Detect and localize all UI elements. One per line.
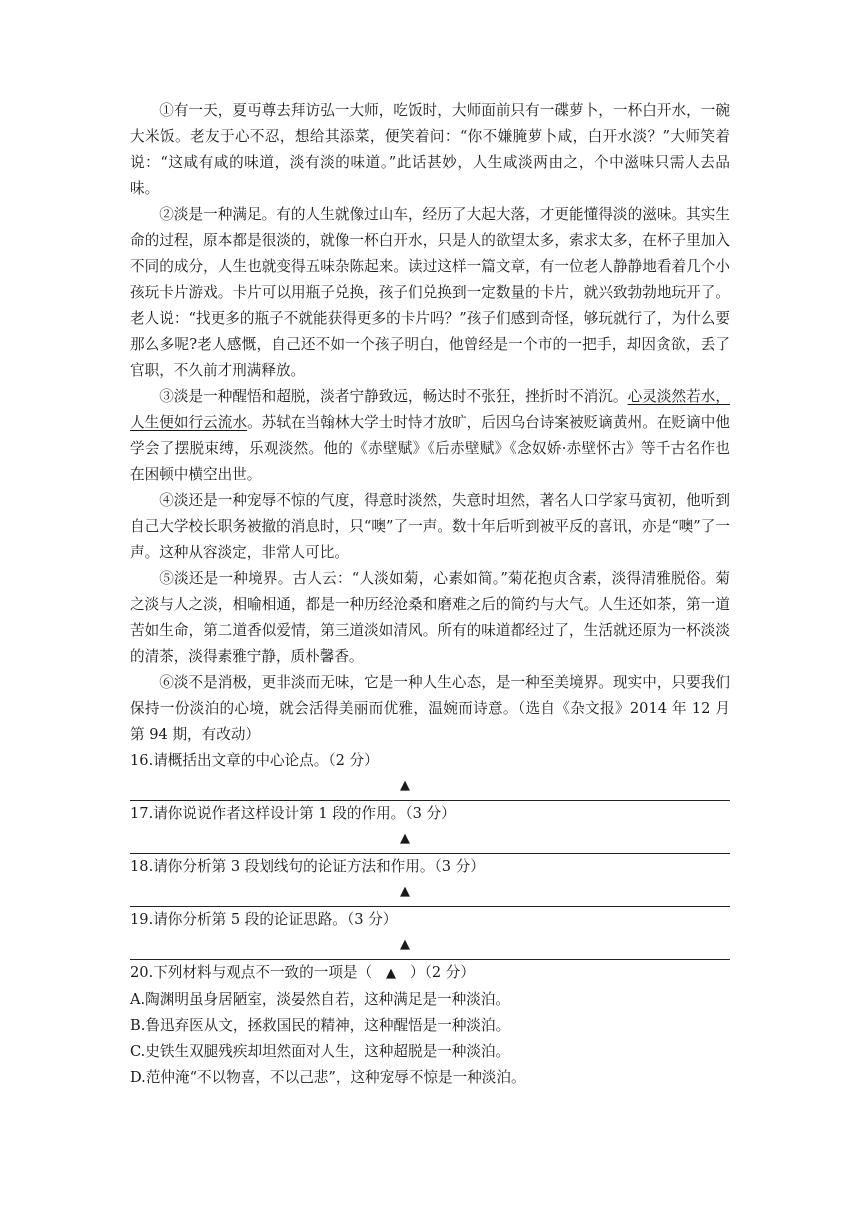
answer-line-17[interactable]: [130, 827, 730, 854]
answer-line-16[interactable]: [130, 774, 730, 801]
answer-mark-triangle-icon: ▲: [400, 778, 410, 793]
p3-text-before: ③淡是一种醒悟和超脱，淡者宁静致远，畅达时不张狂，挫折时不消沉。: [159, 388, 628, 405]
q20-text-after: ）（2 分）: [409, 964, 475, 981]
option-a[interactable]: A.陶渊明虽身居陋室，淡晏然自若，这种满足是一种淡泊。: [130, 991, 511, 1008]
p3-underlined-sentence: 心灵淡然若水，人生便如行云流水: [130, 388, 730, 431]
option-c[interactable]: C.史铁生双腿残疾却坦然面对人生，这种超脱是一种淡泊。: [130, 1043, 511, 1060]
answer-line-19[interactable]: [130, 933, 730, 960]
exam-page: [130, 98, 730, 1091]
q20-text-before: 20.下列材料与观点不一致的一项是（: [130, 964, 373, 981]
question-18: 18.请你分析第 3 段划线句的论证方法和作用。（3 分）: [130, 858, 485, 875]
passage-paragraph-5: ⑤淡还是一种境界。古人云：“人淡如菊，心素如简。”菊花抱贞含素，淡得清雅脱俗。菊之淡与人之淡，相喻相通，都是一种历经沧桑和磨难之后的简约与大气。人生还如茶，第一道苦如生命，第二道香似爱情，第三道淡如清风。所有的味道都经过了，生活就还原为一杯淡淡的清茶，淡得素雅宁静，质朴馨香。: [130, 570, 730, 665]
passage-paragraph-2: ②淡是一种满足。有的人生就像过山车，经历了大起大落，才更能懂得淡的滋味。其实生命的过程，原本都是很淡的，就像一杯白开水，只是人的欲望太多，索求太多，在杯子里加入不同的成分，人生也就变得五味杂陈起来。读过这样一篇文章，有一位老人静静地看着几个小孩玩卡片游戏。卡片可以用瓶子兑换，孩子们兑换到一定数量的卡片，就兴致勃勃地玩开了。老人说：“找更多的瓶子不就能获得更多的卡片吗？”孩子们感到奇怪，够玩就行了，为什么要那么多呢?老人感慨，自己还不如一个孩子明白，他曾经是一个市的一把手，却因贪欲，丢了官职，不久前才刑满释放。: [130, 206, 730, 379]
passage-paragraph-1: ①有一天，夏丏尊去拜访弘一大师，吃饭时，大师面前只有一碟萝卜，一杯白开水，一碗大米饭。老友于心不忍，想给其添菜，便笑着问：“你不嫌腌萝卜咸，白开水淡？”大师笑着说：“这咸有咸的味道，淡有淡的味道。”此话甚妙，人生咸淡两由之，个中滋味只需人去品味。: [130, 102, 730, 197]
question-20: [130, 960, 730, 987]
answer-mark-triangle-icon: ▲: [400, 937, 410, 952]
passage-paragraph-4: ④淡还是一种宠辱不惊的气度，得意时淡然，失意时坦然，著名人口学家马寅初，他听到自己大学校长职务被撤的消息时，只“噢”了一声。数十年后听到被平反的喜讯，亦是“噢”了一声。这种从容淡定，非常人可比。: [130, 492, 730, 561]
question-19: 19.请你分析第 5 段的论证思路。（3 分）: [130, 911, 398, 928]
answer-mark-triangle-icon: ▲: [400, 831, 410, 846]
question-16: 16.请概括出文章的中心论点。（2 分）: [130, 752, 379, 769]
option-b[interactable]: B.鲁迅弃医从文，拯救国民的精神，这种醒悟是一种淡泊。: [130, 1017, 511, 1034]
answer-mark-triangle-icon[interactable]: ▲: [386, 966, 397, 981]
option-d[interactable]: D.范仲淹“不以物喜，不以己悲”，这种宠辱不惊是一种淡泊。: [130, 1069, 526, 1086]
passage-paragraph-3: [130, 384, 730, 488]
answer-mark-triangle-icon: ▲: [400, 884, 410, 899]
question-17: 17.请你说说作者这样设计第 1 段的作用。（3 分）: [130, 805, 456, 822]
answer-line-18[interactable]: [130, 880, 730, 907]
p3-text-after: 。苏轼在当翰林大学士时恃才放旷，后因乌台诗案被贬谪黄州。在贬谪中他学会了摆脱束缚，乐观淡然。他的《赤壁赋》《后赤壁赋》《念奴娇·赤壁怀古》等千古名作也在困顿中横空出世。: [130, 414, 730, 483]
passage-paragraph-6: ⑥淡不是消极，更非淡而无味，它是一种人生心态，是一种至美境界。现实中，只要我们保持一份淡泊的心境，就会活得美丽而优雅，温婉而诗意。（选自《杂文报》2014 年 12 月第 94 期，有改动）: [130, 674, 730, 743]
